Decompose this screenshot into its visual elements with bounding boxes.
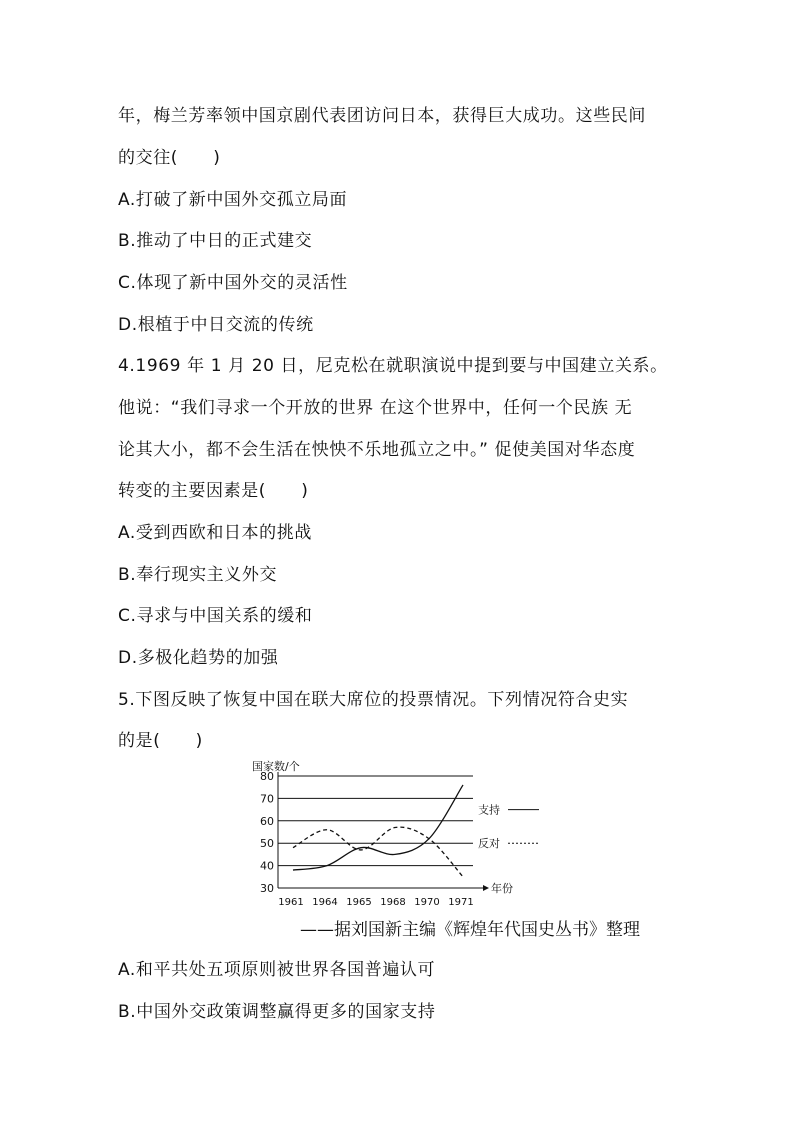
legend-label: 反对	[478, 837, 500, 851]
series-line-support	[293, 785, 463, 870]
question-4-option-b: B.奉行现实主义外交	[118, 565, 278, 585]
question-5-text-line-1: 5.下图反映了恢复中国在联大席位的投票情况。下列情况符合史实	[118, 690, 629, 710]
x-tick-label: 1971	[448, 897, 474, 908]
question-4-text-line-3: 论其大小，都不会生活在怏怏不乐地孤立之中。” 促使美国对华态度	[118, 440, 636, 460]
y-tick-label: 60	[260, 814, 274, 828]
y-tick-label: 40	[260, 859, 274, 873]
legend-label: 支持	[478, 803, 500, 817]
x-axis-label: 年份	[491, 882, 513, 895]
y-axis-label: 国家数/个	[252, 760, 300, 773]
question-5-text-line-2: 的是( )	[118, 731, 203, 751]
question-3-option-a: A.打破了新中国外交孤立局面	[118, 190, 348, 210]
x-tick-label: 1964	[312, 897, 338, 908]
series-line-oppose	[293, 827, 463, 877]
question-4-text-line-2: 他说：“我们寻求一个开放的世界 在这个世界中，任何一个民族 无	[118, 398, 633, 418]
question-3-text-line-2: 的交往( )	[118, 148, 221, 168]
y-tick-label: 70	[260, 792, 274, 806]
chart-source-caption: ——据刘国新主编《辉煌年代国史丛书》整理	[300, 920, 640, 940]
x-axis-arrow	[483, 885, 489, 891]
question-4-text-line-1: 4.1969 年 1 月 20 日，尼克松在就职演说中提到要与中国建立关系。	[118, 356, 668, 376]
question-4-option-c: C.寻求与中国关系的缓和	[118, 606, 313, 626]
question-5-option-b: B.中国外交政策调整赢得更多的国家支持	[118, 1002, 436, 1022]
question-5-option-a: A.和平共处五项原则被世界各国普遍认可	[118, 960, 436, 980]
x-tick-label: 1961	[278, 897, 304, 908]
x-tick-label: 1970	[414, 897, 440, 908]
y-tick-label: 50	[260, 837, 274, 851]
question-3-option-b: B.推动了中日的正式建交	[118, 231, 313, 251]
question-3-option-d: D.根植于中日交流的传统	[118, 315, 314, 335]
question-3-option-c: C.体现了新中国外交的灵活性	[118, 273, 348, 293]
question-4-option-d: D.多极化趋势的加强	[118, 648, 279, 668]
vote-chart	[248, 758, 548, 914]
question-4-option-a: A.受到西欧和日本的挑战	[118, 523, 312, 543]
question-4-text-line-4: 转变的主要因素是( )	[118, 481, 309, 501]
y-tick-label: 80	[260, 770, 274, 783]
y-tick-label: 30	[260, 882, 274, 895]
x-tick-label: 1968	[380, 897, 406, 908]
x-tick-label: 1965	[346, 897, 372, 908]
question-3-text-line-1: 年，梅兰芳率领中国京剧代表团访问日本，获得巨大成功。这些民间	[118, 106, 646, 126]
